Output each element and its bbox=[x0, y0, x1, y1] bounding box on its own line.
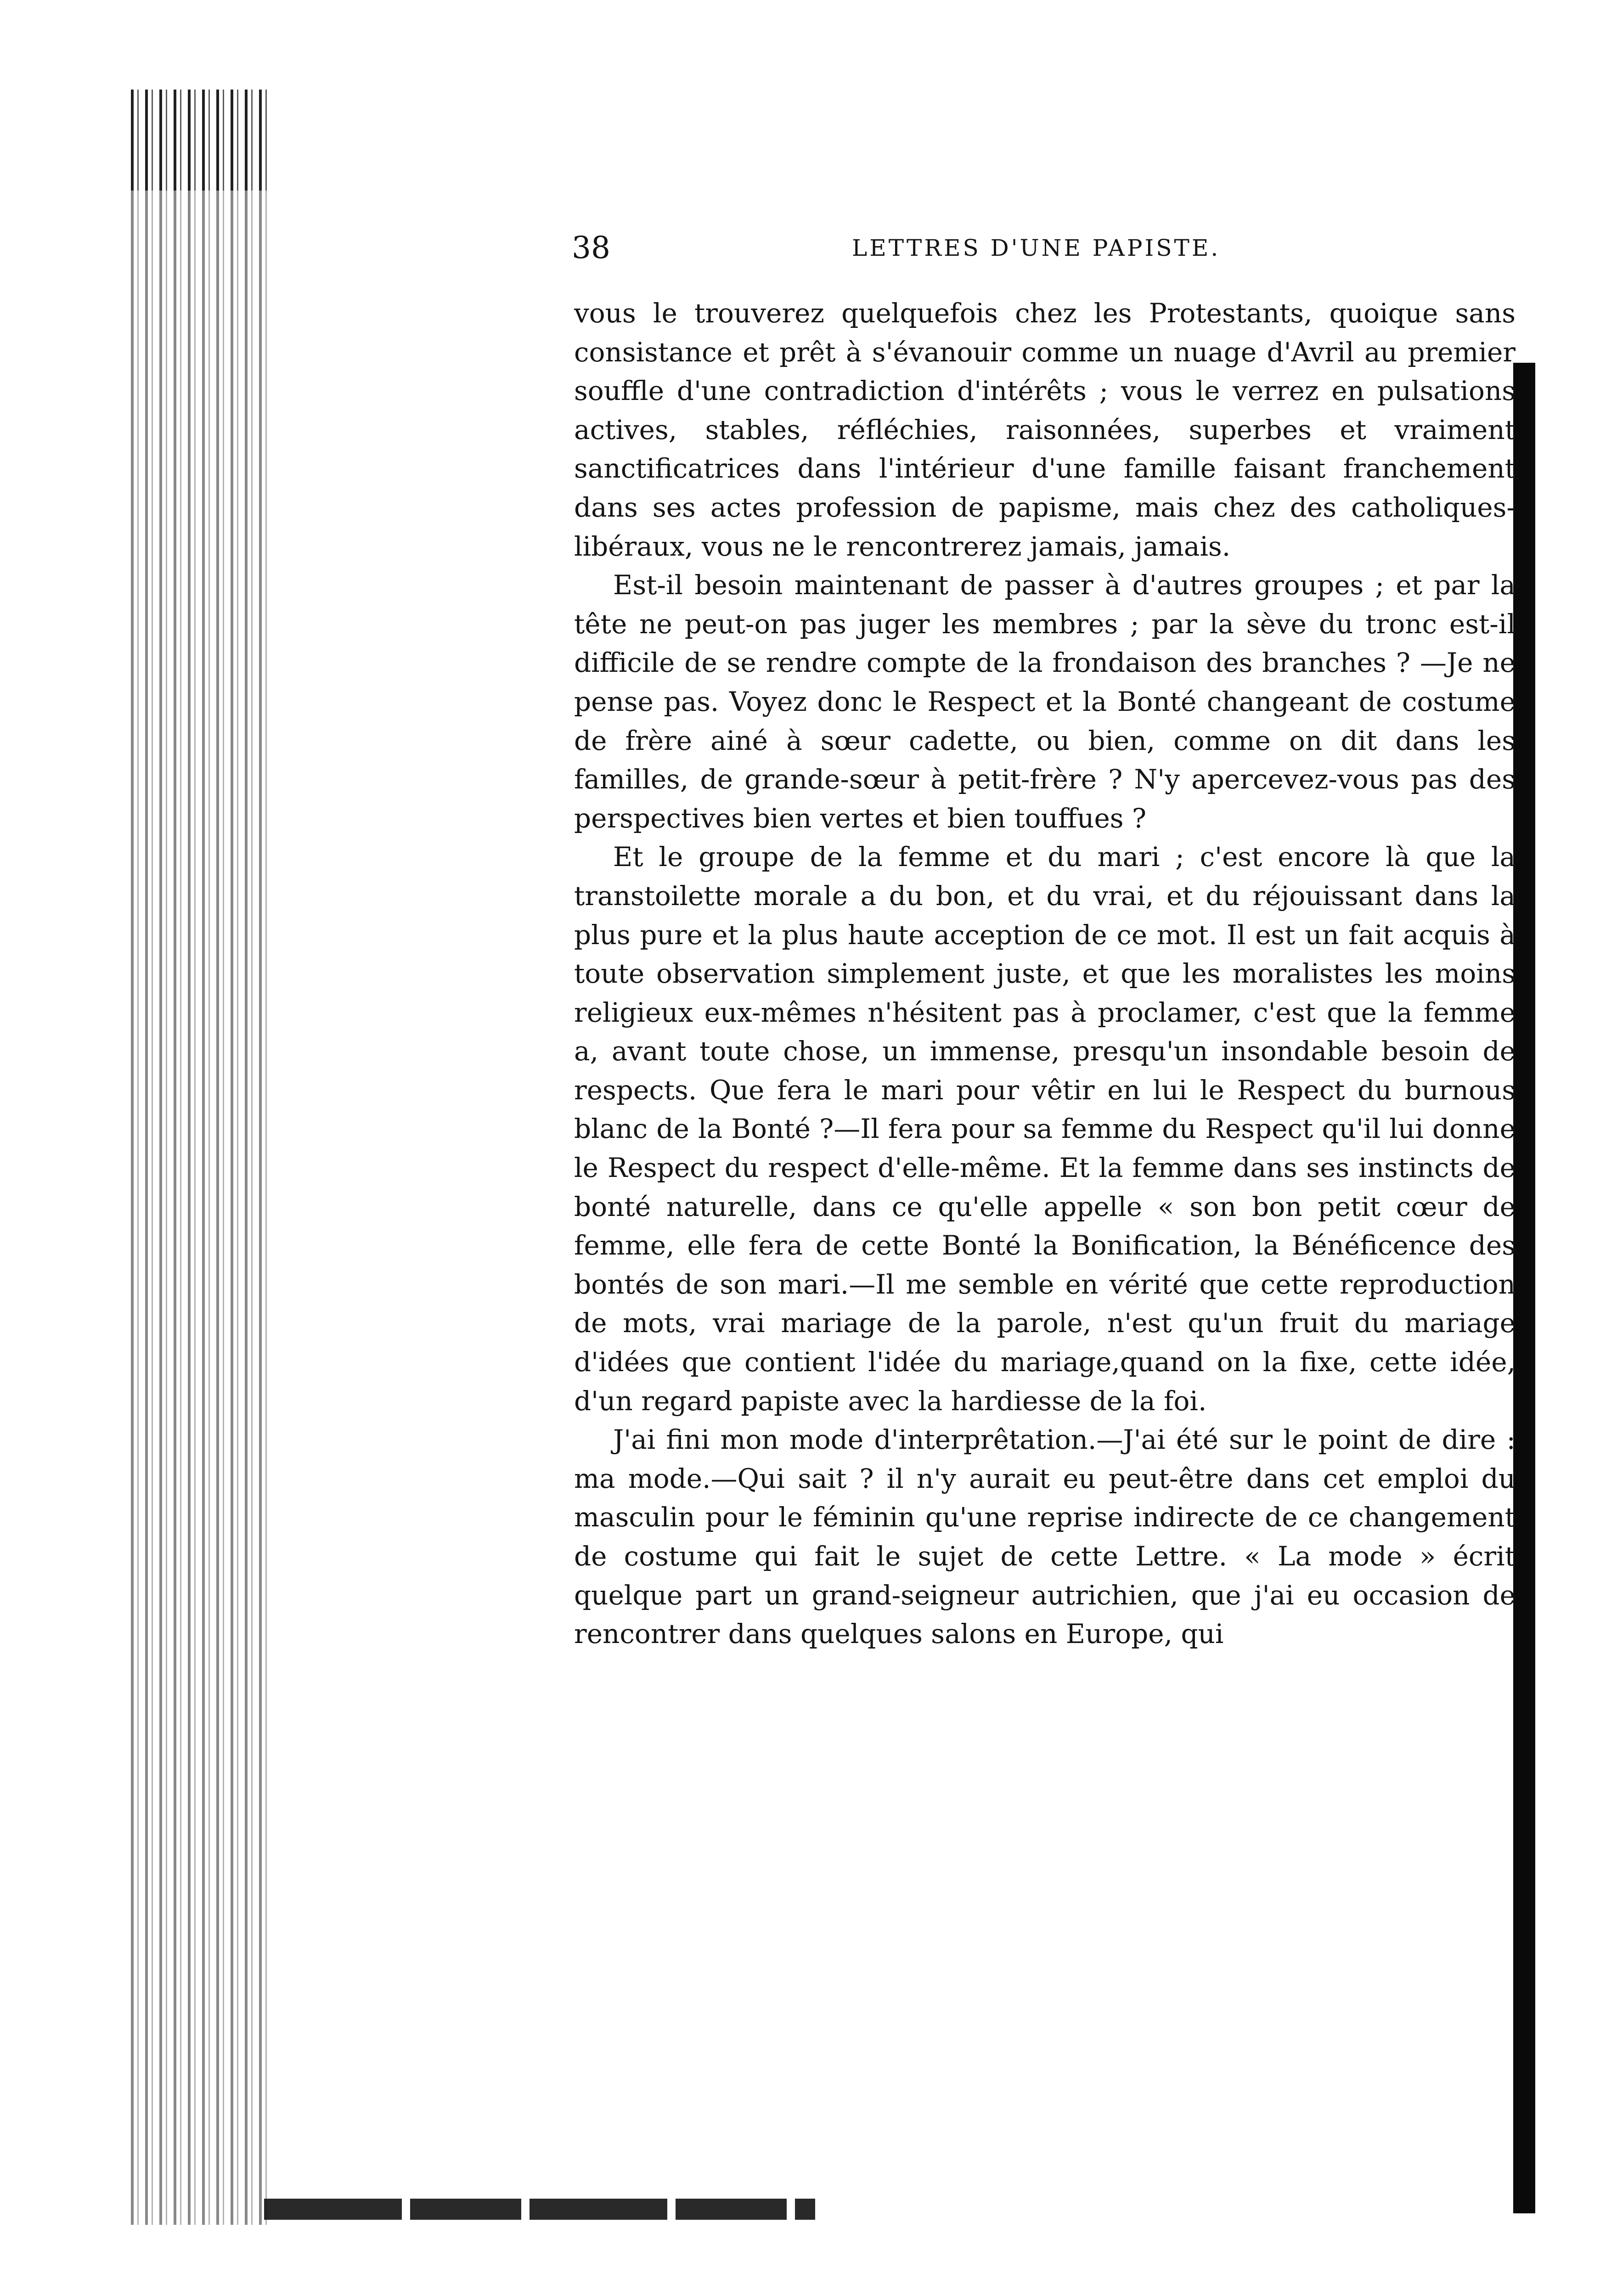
paragraph-4: J'ai fini mon mode d'interprêtation.—J'ai été sur le point de dire : ma mode.—Qui sait ? il n'y aurait eu peut-être dans cet emploi du masculin pour le féminin qu'une reprise indirecte de ce changement de costume qui fait le sujet de cette Lettre. « La mode » écrit quelque part un grand-seigneur autrichien, que j'ai eu occasion de rencontrer dans quelques salons en Europe, qui bbox=[574, 1424, 1516, 1650]
body-text bbox=[574, 294, 1516, 1878]
binding-edge-artifact-top bbox=[131, 90, 269, 191]
bottom-edge-scan-strip bbox=[264, 2199, 815, 2220]
binding-edge-artifact bbox=[131, 90, 269, 2225]
paragraph-1: vous le trouverez quelquefois chez les Protestants, quoique sans consistance et prêt à s'évanouir comme un nuage d'Avril au premier souffle d'une contradiction d'intérêts ; vous le verrez en pulsations actives, stables, réfléchies, raisonnées, superbes et vraiment sanctificatrices dans l'intérieur d'une famille faisant franchement dans ses actes profession de papisme, mais chez des catholiques-libéraux, vous ne le rencontrerez jamais, jamais. bbox=[574, 298, 1516, 562]
right-edge-scan-bar bbox=[1513, 363, 1535, 2213]
running-title: LETTRES D'UNE PAPISTE. bbox=[852, 235, 1221, 261]
running-header bbox=[572, 227, 1311, 269]
page-number: 38 bbox=[572, 230, 610, 265]
paragraph-2: Est-il besoin maintenant de passer à d'autres groupes ; et par la tête ne peut-on pas juger les membres ; par la sève du tronc est-il difficile de se rendre compte de la frondaison des branches ? —Je ne pense pas. Voyez donc le Respect et la Bonté changeant de costume de frère ainé à sœur cadette, ou bien, comme on dit dans les familles, de grande-sœur à petit-frère ? N'y apercevez-vous pas des perspectives bien vertes et bien touffues ? bbox=[574, 569, 1516, 834]
paragraph-3: Et le groupe de la femme et du mari ; c'est encore là que la transtoilette morale a du bon, et du vrai, et du réjouissant dans la plus pure et la plus haute acception de ce mot. Il est un fait acquis à toute observation simplement juste, et que les moralistes les moins religieux eux-mêmes n'hésitent pas à proclamer, c'est que la femme a, avant toute chose, un immense, presqu'un insondable besoin de respects. Que fera le mari pour vêtir en lui le Respect du burnous blanc de la Bonté ?—Il fera pour sa femme du Respect qu'il lui donne le Respect du respect d'elle-même. Et la femme dans ses instincts de bonté naturelle, dans ce qu'elle appelle « son bon petit cœur de femme, elle fera de cette Bonté la Bonification, la Bénéficence des bontés de son mari.—Il me semble en vérité que cette reproduction de mots, vrai mariage de la parole, n'est qu'un fruit du mariage d'idées que contient l'idée du mariage,quand on la fixe, cette idée, d'un regard papiste avec la hardiesse de la foi. bbox=[574, 841, 1516, 1417]
